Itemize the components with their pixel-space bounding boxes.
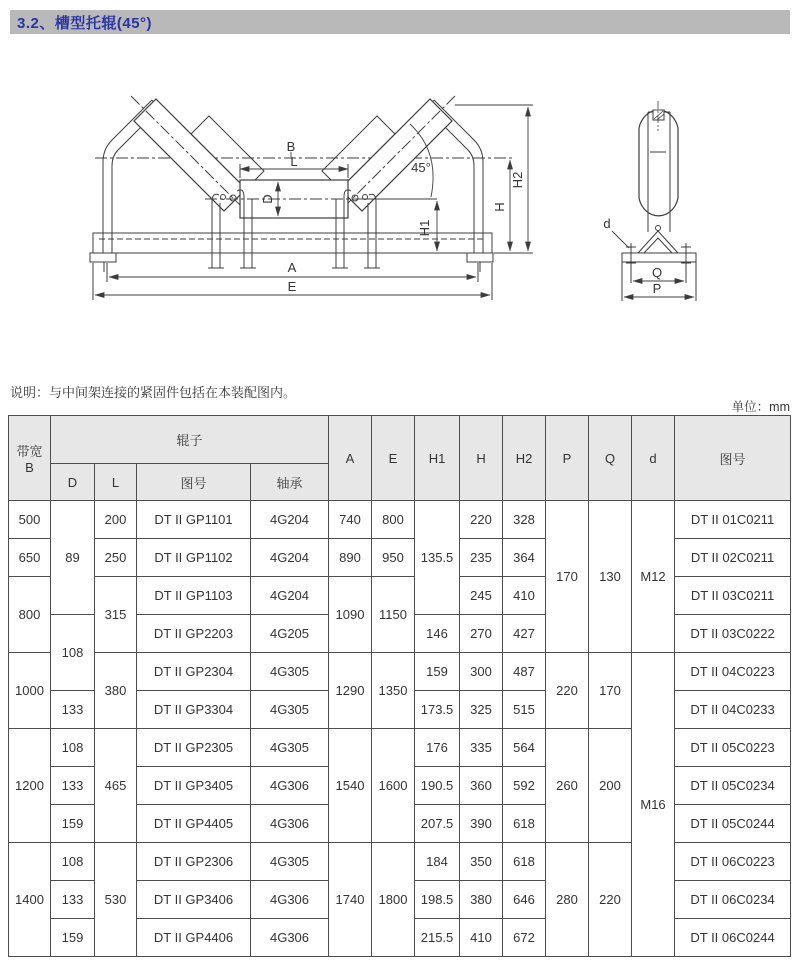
table-cell: 890 (329, 539, 372, 577)
table-cell: 4G204 (251, 539, 329, 577)
table-cell: DT II 06C0234 (675, 881, 791, 919)
col-l: L (95, 464, 137, 501)
col-roller-figure: 图号 (137, 464, 251, 501)
table-cell: DT II GP4406 (137, 919, 251, 957)
spec-table-body (9, 501, 791, 957)
table-cell: M12 (632, 501, 675, 653)
table-cell: DT II 05C0244 (675, 805, 791, 843)
base-channel (93, 233, 492, 253)
d-leader (612, 231, 629, 248)
table-cell: 592 (503, 767, 546, 805)
table-cell: 500 (9, 501, 51, 539)
dim-label-e: E (287, 279, 297, 294)
table-cell: 207.5 (415, 805, 460, 843)
table-cell: DT II GP2306 (137, 843, 251, 881)
table-cell: 146 (415, 615, 460, 653)
table-cell: 89 (51, 501, 95, 615)
col-h: H (460, 416, 503, 501)
table-cell: DT II GP3304 (137, 691, 251, 729)
dim-label-a: A (287, 260, 297, 275)
table-cell: 1400 (9, 843, 51, 957)
table-cell: 1800 (372, 843, 415, 957)
table-cell: 245 (460, 577, 503, 615)
table-cell: 618 (503, 805, 546, 843)
table-cell: 1540 (329, 729, 372, 843)
table-cell: 220 (589, 843, 632, 957)
table-cell: 130 (589, 501, 632, 653)
table-cell: 564 (503, 729, 546, 767)
table-cell: 200 (589, 729, 632, 843)
table-cell: DT II 03C0211 (675, 577, 791, 615)
col-q: Q (589, 416, 632, 501)
col-p: P (546, 416, 589, 501)
table-cell: 427 (503, 615, 546, 653)
table-cell: 133 (51, 881, 95, 919)
table-cell: 4G205 (251, 615, 329, 653)
table-cell: 325 (460, 691, 503, 729)
table-cell: 135.5 (415, 501, 460, 615)
table-cell: 159 (415, 653, 460, 691)
table-cell: 108 (51, 615, 95, 691)
section-title-bar (10, 10, 790, 34)
table-cell: 740 (329, 501, 372, 539)
col-a: A (329, 416, 372, 501)
table-cell: 1150 (372, 577, 415, 653)
table-cell: 515 (503, 691, 546, 729)
table-row (9, 501, 791, 539)
dim-label-h: H (492, 202, 507, 212)
table-cell: DT II GP1101 (137, 501, 251, 539)
table-cell: 364 (503, 539, 546, 577)
table-cell: 4G305 (251, 843, 329, 881)
base-plate (622, 253, 696, 262)
table-cell: 250 (95, 539, 137, 577)
table-cell: 184 (415, 843, 460, 881)
table-cell: 380 (460, 881, 503, 919)
section-title: 3.2、槽型托辊(45°) (17, 14, 153, 32)
table-cell: 220 (546, 653, 589, 729)
table-cell: 1600 (372, 729, 415, 843)
side-roller-capsule (639, 110, 678, 216)
table-cell: 220 (460, 501, 503, 539)
table-cell: 465 (95, 729, 137, 843)
table-cell: DT II 03C0222 (675, 615, 791, 653)
table-cell: 1290 (329, 653, 372, 729)
table-cell: DT II GP1103 (137, 577, 251, 615)
table-cell: 108 (51, 729, 95, 767)
dim-label-h2: H2 (510, 171, 525, 189)
table-cell: 300 (460, 653, 503, 691)
left-foot (90, 253, 116, 262)
table-cell: 4G305 (251, 691, 329, 729)
table-cell: DT II GP2305 (137, 729, 251, 767)
table-cell: DT II GP1102 (137, 539, 251, 577)
v-bracket (638, 231, 678, 253)
table-cell: DT II 02C0211 (675, 539, 791, 577)
spec-table-head (9, 416, 791, 501)
table-cell: 170 (546, 501, 589, 653)
table-cell: 190.5 (415, 767, 460, 805)
technical-drawing (0, 40, 800, 375)
table-cell: 672 (503, 919, 546, 957)
table-cell: 350 (460, 843, 503, 881)
table-cell: 315 (95, 577, 137, 653)
table-cell: 328 (503, 501, 546, 539)
dim-label-b: B (286, 139, 296, 154)
col-d-bolt: d (632, 416, 675, 501)
right-foot (467, 253, 493, 262)
table-cell: 159 (51, 805, 95, 843)
dim-label-d: D (260, 194, 275, 204)
table-cell: 235 (460, 539, 503, 577)
table-cell: DT II 06C0223 (675, 843, 791, 881)
spec-table (8, 415, 791, 957)
table-cell: 360 (460, 767, 503, 805)
table-cell: 380 (95, 653, 137, 729)
table-cell: 650 (9, 539, 51, 577)
table-cell: 170 (589, 653, 632, 729)
col-bearing: 轴承 (251, 464, 329, 501)
table-cell: 410 (503, 577, 546, 615)
table-cell: 1000 (9, 653, 51, 729)
table-cell: 4G305 (251, 729, 329, 767)
col-d: D (51, 464, 95, 501)
table-cell: 530 (95, 843, 137, 957)
table-row (9, 653, 791, 691)
table-cell: 800 (372, 501, 415, 539)
table-cell: 4G306 (251, 767, 329, 805)
col-group-roller: 辊子 (51, 416, 329, 464)
table-cell: DT II 04C0233 (675, 691, 791, 729)
dim-label-p: P (652, 281, 662, 296)
col-h2: H2 (503, 416, 546, 501)
table-cell: DT II GP3405 (137, 767, 251, 805)
col-figure: 图号 (675, 416, 791, 501)
table-cell: 335 (460, 729, 503, 767)
table-cell: 410 (460, 919, 503, 957)
table-cell: 173.5 (415, 691, 460, 729)
table-cell: DT II 05C0223 (675, 729, 791, 767)
table-cell: 198.5 (415, 881, 460, 919)
table-cell: 200 (95, 501, 137, 539)
table-cell: 950 (372, 539, 415, 577)
note-text: 说明：与中间架连接的紧固件包括在本装配图内。 (10, 385, 297, 400)
table-cell: DT II GP3406 (137, 881, 251, 919)
table-cell: 646 (503, 881, 546, 919)
table-cell: 176 (415, 729, 460, 767)
table-cell: 618 (503, 843, 546, 881)
table-cell: M16 (632, 653, 675, 957)
table-cell: DT II GP2304 (137, 653, 251, 691)
angle-label: 45° (411, 160, 431, 175)
table-cell: DT II GP4405 (137, 805, 251, 843)
dim-label-l: L (290, 154, 298, 169)
table-cell: DT II 04C0223 (675, 653, 791, 691)
table-cell: 390 (460, 805, 503, 843)
table-cell: DT II GP2203 (137, 615, 251, 653)
unit-text: 单位：mm (731, 400, 790, 414)
table-cell: 4G306 (251, 919, 329, 957)
table-cell: DT II 05C0234 (675, 767, 791, 805)
table-cell: 1200 (9, 729, 51, 843)
table-cell: DT II 01C0211 (675, 501, 791, 539)
table-cell: 159 (51, 919, 95, 957)
table-cell: 4G204 (251, 501, 329, 539)
dim-label-h1: H1 (417, 219, 432, 237)
table-cell: 800 (9, 577, 51, 653)
table-cell: 4G306 (251, 881, 329, 919)
table-cell: 215.5 (415, 919, 460, 957)
table-cell: 1350 (372, 653, 415, 729)
dim-label-q: Q (651, 265, 663, 280)
table-cell: 487 (503, 653, 546, 691)
table-cell: DT II 06C0244 (675, 919, 791, 957)
table-cell: 108 (51, 843, 95, 881)
table-cell: 4G306 (251, 805, 329, 843)
table-cell: 4G204 (251, 577, 329, 615)
col-e: E (372, 416, 415, 501)
table-cell: 260 (546, 729, 589, 843)
table-cell: 133 (51, 767, 95, 805)
table-cell: 4G305 (251, 653, 329, 691)
col-bandwidth: 带宽 B (9, 416, 51, 501)
table-cell: 1090 (329, 577, 372, 653)
table-cell: 280 (546, 843, 589, 957)
col-h1: H1 (415, 416, 460, 501)
table-cell: 270 (460, 615, 503, 653)
table-cell: 133 (51, 691, 95, 729)
table-cell: 1740 (329, 843, 372, 957)
dim-label-d-bolt: d (603, 216, 611, 231)
